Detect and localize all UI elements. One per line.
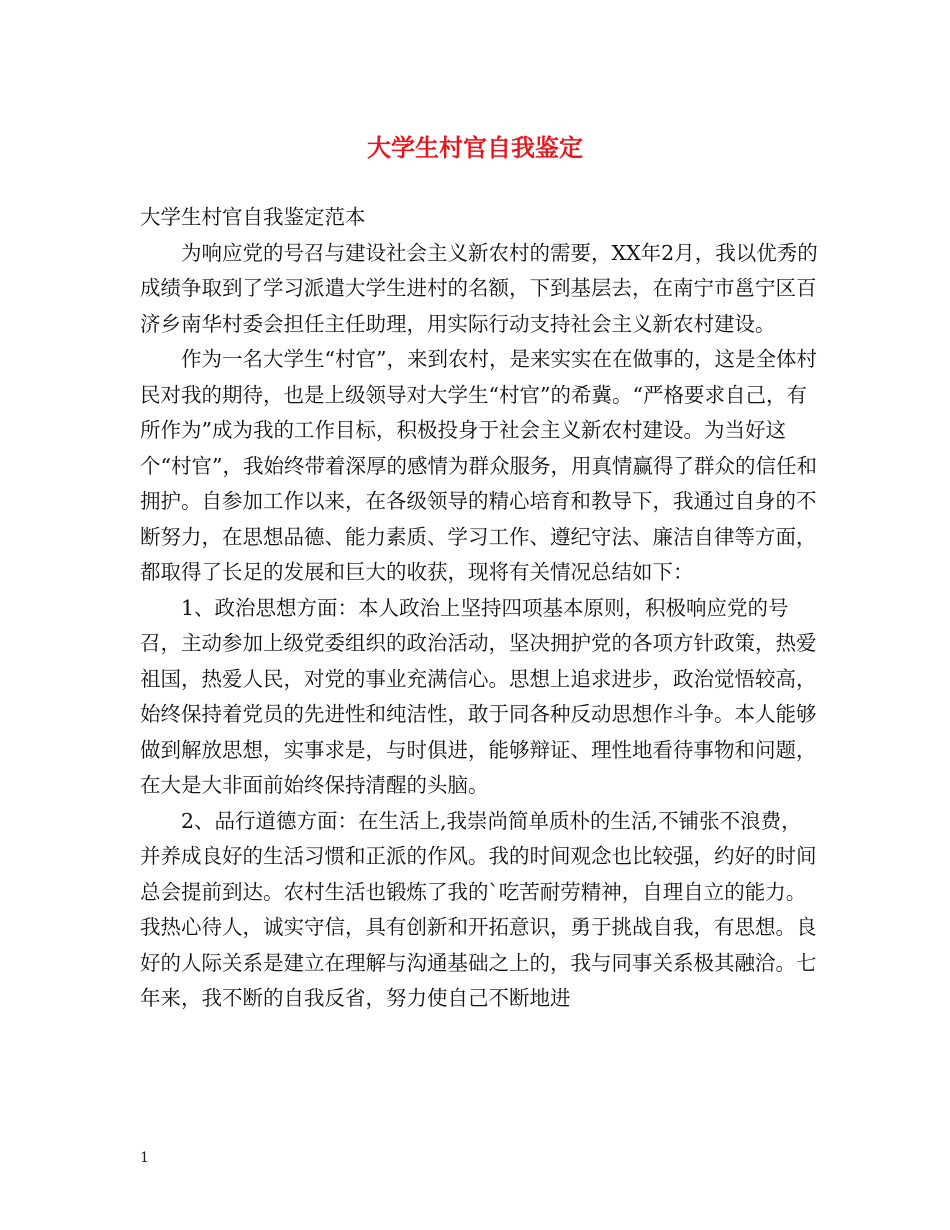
document-subtitle: 大学生村官自我鉴定范本 bbox=[140, 205, 366, 229]
paragraph-political: 1、政治思想方面：本人政治上坚持四项基本原则，积极响应党的号召，主动参加上级党委组织的政治活动，坚决拥护党的各项方针政策，热爱祖国，热爱人民，对党的事业充满信心。思想上追求进步，政治觉悟较高，始终保持着党员的先进性和纯洁性，敢于同各种反动思想作斗争。本人能够做到解放思想，实事求是，与时俱进，能够辩证、理性地看待事物和问题，在大是大非面前始终保持清醒的头脑。 bbox=[140, 595, 817, 797]
page-number: 1 bbox=[140, 1150, 149, 1166]
document-body bbox=[140, 200, 820, 1017]
document-title: 大学生村官自我鉴定 bbox=[367, 133, 583, 162]
paragraph-intro: 为响应党的号召与建设社会主义新农村的需要，XX年2月，我以优秀的成绩争取到了学习派遣大学生进村的名额，下到基层去，在南宁市邕宁区百济乡南华村委会担任主任助理，用实际行动支持社会主义新农村建设。 bbox=[140, 240, 818, 336]
paragraph-moral: 2、品行道德方面：在生活上,我崇尚简单质朴的生活,不铺张不浪费，并养成良好的生活习惯和正派的作风。我的时间观念也比较强，约好的时间总会提前到达。农村生活也锻炼了我的`吃苦耐劳精神，自理自立的能力。我热心待人，诚实守信，具有创新和开拓意识，勇于挑战自我，有思想。良好的人际关系是建立在理解与沟通基础之上的，我与同事关系极其融洽。七年来，我不断的自我反省，努力使自己不断地进 bbox=[140, 808, 817, 1010]
paragraph-role: 作为一名大学生“村官”，来到农村，是来实实在在做事的，这是全体村民对我的期待，也是上级领导对大学生“村官”的希冀。“严格要求自己，有所作为”成为我的工作目标，积极投身于社会主义新农村建设。为当好这个“村官”，我始终带着深厚的感情为群众服务，用真情赢得了群众的信任和拥护。自参加工作以来，在各级领导的精心培育和教导下，我通过自身的不断努力，在思想品德、能力素质、学习工作、遵纪守法、廉洁自律等方面，都取得了长足的发展和巨大的收获，现将有关情况总结如下： bbox=[140, 347, 817, 584]
